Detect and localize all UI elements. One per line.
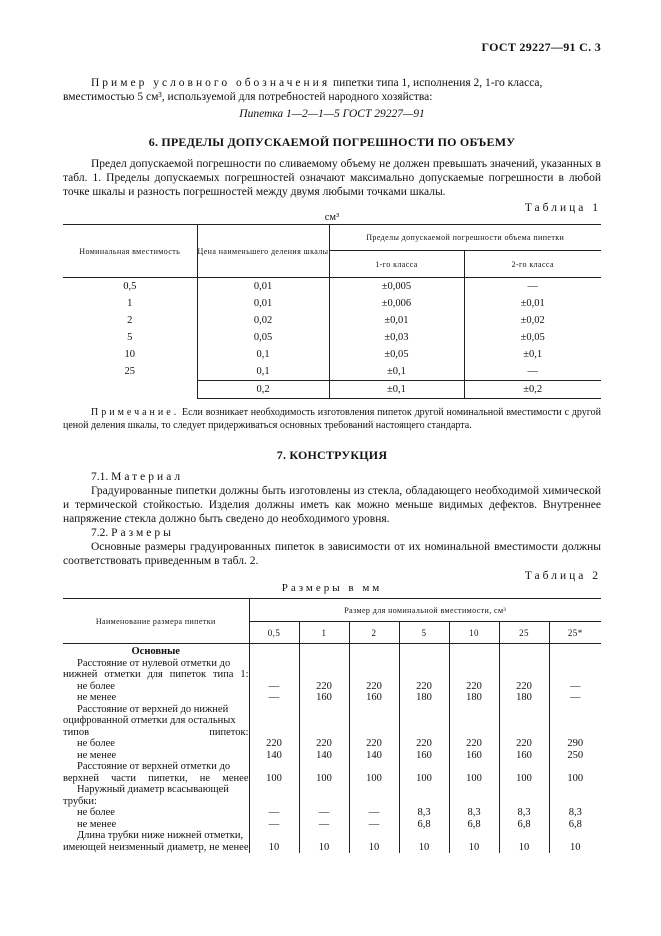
table1-col-group: Пределы допускаемой погрешности объема пипетки [329, 225, 601, 251]
s71-title: Материал [111, 471, 184, 483]
table2-cell [449, 784, 499, 807]
table2-row-label: Расстояние от верхней до нижней оцифрованной отметки для остальных типов пипеток: [63, 703, 249, 738]
intro-spaced: Пример условного обозначения [91, 77, 331, 89]
table1-cell: 0,5 [123, 281, 137, 292]
table2-cell: 220 [349, 681, 399, 693]
table2-cell: 100 [449, 761, 499, 784]
table2-row [63, 738, 601, 750]
table2-cell [349, 704, 399, 739]
designation-intro [63, 76, 601, 90]
table2-cell [349, 644, 399, 658]
table2-cell [249, 784, 299, 807]
table2-cell: 8,3 [449, 807, 499, 819]
table2-col-capacity: 5 [399, 622, 449, 644]
table2-cell [399, 704, 449, 739]
table2-row [63, 807, 601, 819]
table2-cell [299, 704, 349, 739]
table2-cell: 140 [249, 750, 299, 762]
note-label: Примечание. [91, 407, 180, 418]
table2-cell: — [299, 819, 349, 831]
table2-section-title: Основные [131, 646, 180, 657]
table2-cell: 290 [549, 738, 601, 750]
table2-cell: 100 [399, 761, 449, 784]
table2-cell: — [249, 681, 299, 693]
table2-cell: — [349, 819, 399, 831]
table2-cell: 6,8 [399, 819, 449, 831]
table1-cell: ±0,01 [329, 312, 464, 329]
table1-cell: ±0,1 [329, 381, 464, 399]
table2-cell [399, 658, 449, 681]
table2-cell [299, 784, 349, 807]
table2-cell [449, 658, 499, 681]
note-text: Если возникает необходимость изготовления пипеток другой номинальной вместимости с другой ценой деления шкалы, то следует придерживаться основных требований настоящего стандарта. [63, 407, 601, 431]
table2-row-label: не более [77, 680, 115, 692]
table1-cell: 0,01 [197, 295, 329, 312]
table2-row-label: Длина трубки ниже нижней отметки, имеющей неизменный диаметр, не менее [63, 830, 249, 853]
intro-rest: пипетки типа 1, исполнения 2, 1-го класса, [330, 77, 543, 89]
section6-text: Предел допускаемой погрешности по сливаемому объему не должен превышать значений, указанных в табл. 1. Пределы допускаемых погрешностей означают максимально допускаемые погрешности в любой точке шкалы и разность погрешностей между двумя любыми точками шкалы. [63, 158, 601, 198]
table1-cell: 2 [127, 315, 133, 326]
table2-cell: 160 [299, 692, 349, 704]
table2-cell: 8,3 [549, 807, 601, 819]
table1-sub-class1: 1-го класса [329, 251, 464, 278]
table1-cell: ±0,006 [329, 295, 464, 312]
table1 [63, 224, 601, 399]
table1-cell: 25 [124, 366, 135, 378]
table1-cell: 10 [124, 349, 135, 360]
table2-cell: — [249, 692, 299, 704]
table1-cell: 0,2 [197, 381, 329, 399]
table2-cell [349, 658, 399, 681]
table2-cell: 8,3 [399, 807, 449, 819]
table2-row [63, 658, 601, 681]
table1-cell: ±0,005 [329, 278, 464, 296]
table2-cell [499, 644, 549, 658]
table2-cell: 220 [299, 738, 349, 750]
table2-cell: 180 [449, 692, 499, 704]
table2-cell: 100 [249, 761, 299, 784]
table1-cell: 0,1 [197, 363, 329, 381]
table2-cell: — [249, 807, 299, 819]
table2-cell: 8,3 [499, 807, 549, 819]
table1-row [63, 278, 601, 296]
table2-cell: — [249, 819, 299, 831]
table2-row [63, 692, 601, 704]
section71-heading [63, 470, 601, 484]
table2-cell: — [549, 681, 601, 693]
table2-row-label: не менее [77, 818, 117, 830]
table2-cell: — [549, 692, 601, 704]
table2-row-label: не менее [77, 692, 117, 703]
table2-cell: — [299, 807, 349, 819]
table2-col-capacity: 10 [449, 622, 499, 644]
table1-label: Таблица 1 [524, 202, 601, 214]
section6-title: 6. ПРЕДЕЛЫ ДОПУСКАЕМОЙ ПОГРЕШНОСТИ ПО ОБЪЕМУ [148, 135, 516, 149]
table2-cell [549, 658, 601, 681]
table2-cell [299, 644, 349, 658]
table2-cell: 140 [299, 750, 349, 762]
table1-cell: 0,05 [197, 329, 329, 346]
table1-cell: 0,02 [197, 312, 329, 329]
table1-cell: ±0,1 [464, 346, 601, 363]
section71-text: Градуированные пипетки должны быть изготовлены из стекла, обладающего необходимой химической и термической стойкостью. Изделия должны иметь как можно меньше видимых дефектов. Внутреннее напряжение стекла должно быть сведено до необходимого уровня. [63, 485, 601, 525]
document-page [63, 40, 601, 853]
table2-cell [249, 658, 299, 681]
table2-cell [449, 644, 499, 658]
table2-cell [399, 644, 449, 658]
table2-cell [499, 784, 549, 807]
table2-cell: 100 [299, 761, 349, 784]
table2-cell: 160 [399, 750, 449, 762]
table1-cell [63, 381, 197, 399]
table1-row [63, 363, 601, 381]
table2-cell: 140 [349, 750, 399, 762]
table1-cell: 5 [127, 332, 133, 343]
table2-row-label: Расстояние от нулевой отметки до нижней отметки для пипеток типа 1: [63, 657, 249, 680]
table2-cell: 10 [449, 830, 499, 853]
table1-row [63, 381, 601, 399]
table2-row [63, 704, 601, 739]
table1-cell: — [464, 278, 601, 296]
table2-col-capacity: 1 [299, 622, 349, 644]
section72-text: Основные размеры градуированных пипеток в зависимости от их номинальной вместимости должны соответствовать приведенным в табл. 2. [63, 541, 601, 567]
table2-cell: 220 [499, 681, 549, 693]
table2-cell: 6,8 [499, 819, 549, 831]
s72-num: 7.2. [91, 527, 109, 539]
table2-cell: 220 [399, 681, 449, 693]
table2-caption: Размеры в мм [281, 582, 383, 594]
table2-cell: 10 [349, 830, 399, 853]
table2-cell [549, 784, 601, 807]
table2-row-label: не более [77, 807, 115, 818]
table2-cell: 10 [399, 830, 449, 853]
table2-row-label: Наружный диаметр всасывающей трубки: [63, 784, 229, 807]
table2-cell: 220 [449, 738, 499, 750]
table2-cell: 10 [549, 830, 601, 853]
table2-row [63, 784, 601, 807]
table2-cell [349, 784, 399, 807]
table1-col-capacity: Номинальная вместимость [63, 225, 197, 278]
table2-cell: 100 [549, 761, 601, 784]
table2-cell: 220 [249, 738, 299, 750]
table2-cell: 160 [349, 692, 399, 704]
table2-cell: 220 [299, 681, 349, 693]
table1-cell: ±0,2 [464, 381, 601, 399]
table1-cell: — [464, 363, 601, 381]
table2 [63, 598, 601, 853]
table2-col-name: Наименование размера пипетки [63, 599, 249, 644]
table2-row-label: не менее [77, 749, 117, 761]
table2-cell: 10 [499, 830, 549, 853]
table2-cell: 180 [499, 692, 549, 704]
table2-row-label: не более [77, 738, 115, 749]
table2-cell: 160 [449, 750, 499, 762]
table1-cell: ±0,05 [464, 329, 601, 346]
table1-row [63, 329, 601, 346]
table1-cell: ±0,1 [329, 363, 464, 381]
table1-row [63, 312, 601, 329]
table1-unit: см³ [324, 212, 340, 223]
table2-col-capacity: 25* [549, 622, 601, 644]
table2-cell: 100 [349, 761, 399, 784]
table2-col-capacity: 25 [499, 622, 549, 644]
table2-col-group: Размер для номинальной вместимости, см³ [249, 599, 601, 622]
table2-cell [499, 658, 549, 681]
table1-cell: ±0,02 [464, 312, 601, 329]
table2-cell: 220 [399, 738, 449, 750]
page-header: ГОСТ 29227—91 С. 3 [481, 40, 601, 54]
designation-line2: вместимостью 5 см³, используемой для потребностей народного хозяйства: [63, 91, 433, 103]
section72-heading [63, 526, 601, 540]
table2-cell: 250 [549, 750, 601, 762]
table1-cell: ±0,05 [329, 346, 464, 363]
table2-cell: 160 [499, 750, 549, 762]
table2-cell [399, 784, 449, 807]
table2-label: Таблица 2 [524, 570, 601, 582]
table2-cell [299, 658, 349, 681]
table2-cell [549, 644, 601, 658]
table2-cell: 220 [499, 738, 549, 750]
table2-cell: 10 [249, 830, 299, 853]
table2-row [63, 761, 601, 784]
s72-title: Размеры [111, 527, 174, 539]
table2-cell [449, 704, 499, 739]
table1-cell: 0,01 [197, 278, 329, 296]
table2-row [63, 830, 601, 853]
table2-cell: — [349, 807, 399, 819]
table2-cell [549, 704, 601, 739]
table2-row [63, 681, 601, 693]
table1-cell: 1 [127, 298, 133, 309]
table1-row [63, 346, 601, 363]
table2-cell: 10 [299, 830, 349, 853]
section7-title: 7. КОНСТРУКЦИЯ [276, 448, 388, 462]
table2-col-capacity: 0,5 [249, 622, 299, 644]
table2-row [63, 750, 601, 762]
table2-cell: 6,8 [449, 819, 499, 831]
s71-num: 7.1. [91, 471, 109, 483]
table2-row-label: Расстояние от верхней отметки до верхней части пипетки, не менее [63, 761, 249, 784]
table1-note [63, 406, 601, 432]
table2-cell: 180 [399, 692, 449, 704]
table2-cell [249, 644, 299, 658]
table1-sub-class2: 2-го класса [464, 251, 601, 278]
table1-row [63, 295, 601, 312]
table2-row [63, 819, 601, 831]
table2-cell: 220 [449, 681, 499, 693]
table2-cell: 100 [499, 761, 549, 784]
designation-example: Пипетка 1—2—1—5 ГОСТ 29227—91 [239, 108, 425, 120]
table1-cell: 0,1 [197, 346, 329, 363]
table2-cell [499, 704, 549, 739]
table1-col-division: Цена наименьшего деления шкалы [197, 225, 329, 278]
table2-col-capacity: 2 [349, 622, 399, 644]
table2-cell: 220 [349, 738, 399, 750]
table1-cell: ±0,03 [329, 329, 464, 346]
table1-cell: ±0,01 [464, 295, 601, 312]
table2-cell [249, 704, 299, 739]
table2-cell: 6,8 [549, 819, 601, 831]
